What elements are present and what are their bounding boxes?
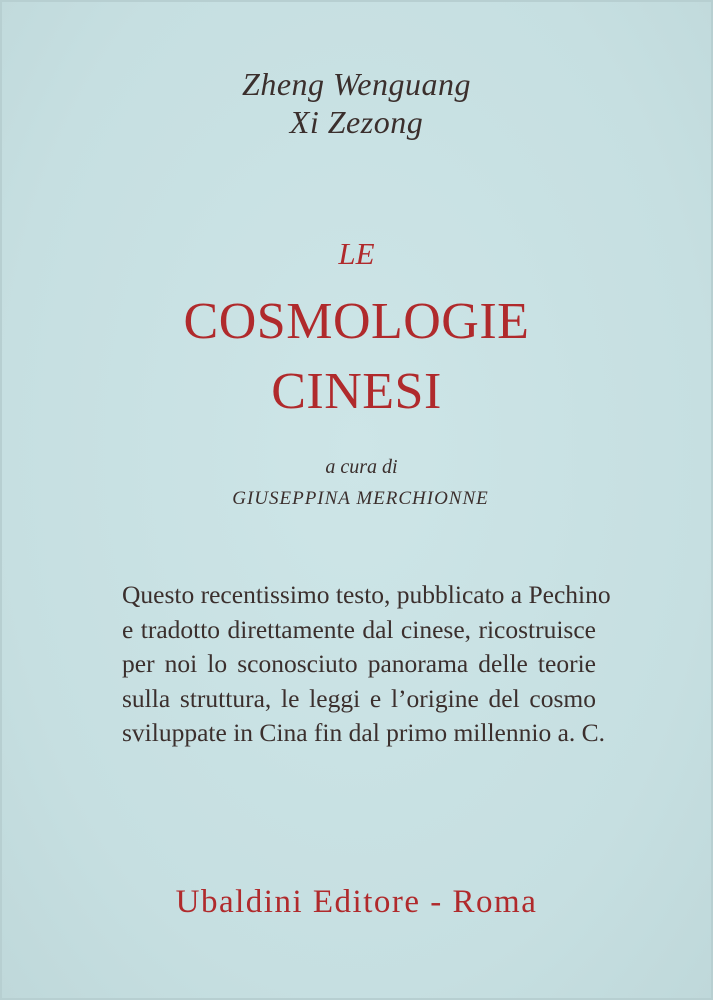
blurb-line: Questo recentissimo testo, pubblicato a Pechino: [122, 580, 611, 609]
blurb-line: per noi lo sconosciuto panorama delle teorie: [122, 649, 596, 678]
publisher-imprint: Ubaldini Editore - Roma: [175, 884, 538, 920]
blurb-line: sviluppate in Cina fin dal primo millennio a. C.: [122, 718, 606, 747]
editor-name: GIUSEPPINA MERCHIONNE: [232, 488, 489, 509]
title-article: LE: [338, 236, 375, 271]
blurb-line: e tradotto direttamente dal cinese, ricostruisce: [122, 614, 596, 644]
blurb-text: [122, 578, 611, 751]
author-name: Zheng Wenguang: [242, 66, 471, 102]
editor-label: a cura di: [325, 456, 398, 478]
author-name: Xi Zezong: [289, 104, 424, 140]
blurb-line: sulla struttura, le leggi e l’origine del cosmo: [122, 683, 596, 713]
title-line: COSMOLOGIE: [183, 293, 530, 350]
title-line: CINESI: [271, 363, 442, 420]
